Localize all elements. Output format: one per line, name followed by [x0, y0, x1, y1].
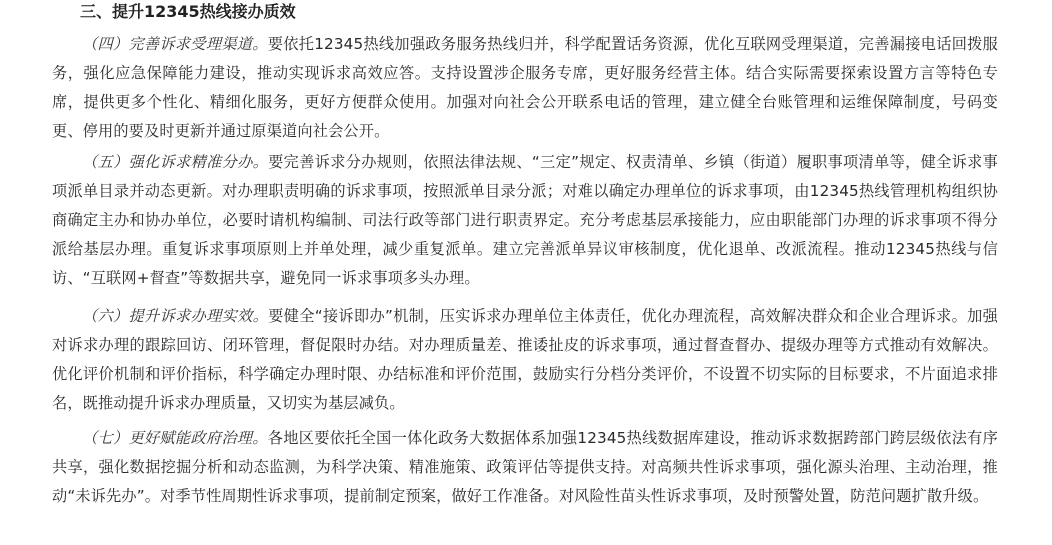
paragraph-7	[52, 424, 998, 511]
paragraph-body: 要依托12345热线加强政务服务热线归并，科学配置话务资源，优化互联网受理渠道，完善漏接电话回拨服务，强化应急保障能力建设，推动实现诉求高效应答。支持设置涉企服务专席，更好服务经营主体。结合实际需要探索设置方言等特色专席，提供更多个性化、精细化服务，更好方便群众使用。加强对向社会公开联系电话的管理，建立健全台账管理和运维保障制度，号码变更、停用的要及时更新并通过原渠道向社会公开。	[52, 35, 998, 140]
paragraph-heading: （五）强化诉求精准分办。	[82, 153, 269, 171]
paragraph-body: 要完善诉求分办规则，依照法律法规、“三定”规定、权责清单、乡镇（街道）履职事项清单等，健全诉求事项派单目录并动态更新。对办理职责明确的诉求事项，按照派单目录分派；对难以确定办理单位的诉求事项，由12345热线管理机构组织协商确定主办和协办单位，必要时请机构编制、司法行政等部门进行职责界定。充分考虑基层承接能力，应由职能部门办理的诉求事项不得分派给基层办理。重复诉求事项原则上并单处理，减少重复派单。建立完善派单异议审核制度，优化退单、改派流程。推动12345热线与信访、“互联网+督查”等数据共享，避免同一诉求事项多头办理。	[52, 153, 998, 287]
paragraph-body: 要健全“接诉即办”机制，压实诉求办理单位主体责任，优化办理流程，高效解决群众和企业合理诉求。加强对诉求办理的跟踪回访、闭环管理，督促限时办结。对办理质量差、推诿扯皮的诉求事项，通过督查督办、提级办理等方式推动有效解决。优化评价机制和评价指标，科学确定办理时限、办结标准和评价范围，鼓励实行分档分类评价，不设置不切实际的目标要求，不片面追求排名，既推动提升诉求办理质量，又切实为基层减负。	[52, 307, 998, 412]
paragraph-5	[52, 148, 998, 293]
paragraph-heading: （四）完善诉求受理渠道。	[82, 35, 268, 53]
section-title: 三、提升12345热线接办质效	[80, 2, 296, 21]
paragraph-4	[52, 30, 998, 146]
paragraph-heading: （七）更好赋能政府治理。	[82, 429, 268, 447]
paragraph-heading: （六）提升诉求办理实效。	[82, 307, 269, 325]
paragraph-body: 各地区要依托全国一体化政务大数据体系加强12345热线数据库建设，推动诉求数据跨部门跨层级依法有序共享，强化数据挖掘分析和动态监测，为科学决策、精准施策、政策评估等提供支持。对高频共性诉求事项，强化源头治理、主动治理，推动“未诉先办”。对季节性周期性诉求事项，提前制定预案，做好工作准备。对风险性苗头性诉求事项，及时预警处置，防范问题扩散升级。	[52, 429, 998, 505]
paragraph-6	[52, 302, 998, 418]
